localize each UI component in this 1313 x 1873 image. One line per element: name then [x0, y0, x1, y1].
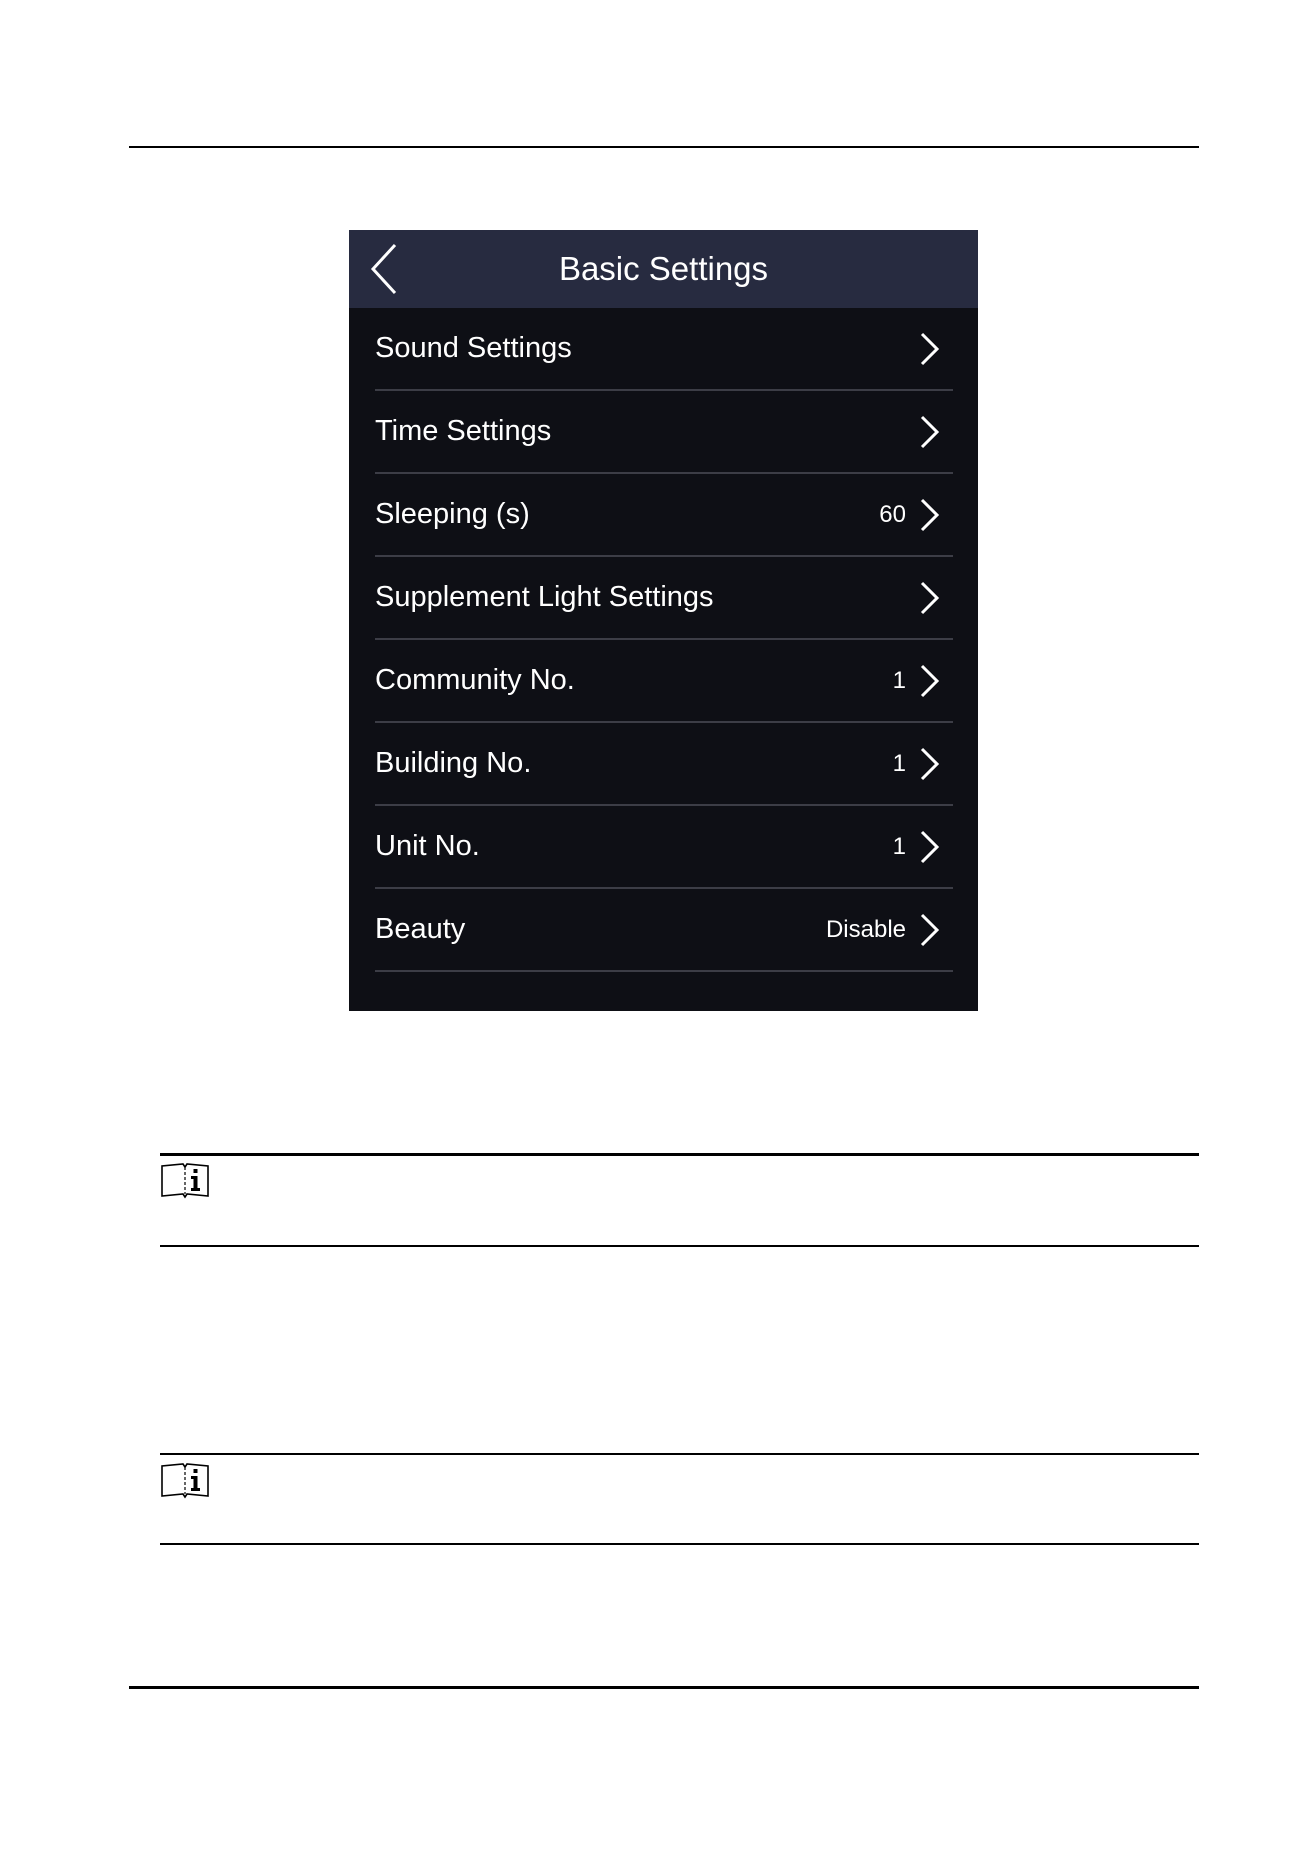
menu-item-label: Sound Settings [375, 332, 572, 364]
note-top-rule [160, 1153, 1199, 1156]
menu-item-sleeping[interactable] [349, 474, 978, 557]
menu-item-community-no[interactable] [349, 640, 978, 723]
menu-item-value: 60 [879, 501, 906, 528]
menu-item-value: Disable [825, 916, 906, 943]
menu-item-unit-no[interactable] [349, 806, 978, 889]
chevron-right-icon [918, 498, 940, 532]
chevron-right-icon [918, 830, 940, 864]
note-bottom-rule [160, 1245, 1199, 1247]
device-header [349, 230, 978, 308]
menu-item-value: 1 [892, 833, 906, 860]
menu-item-value: 1 [892, 750, 906, 777]
menu-item-label: Beauty [375, 913, 466, 945]
note-top-rule [160, 1453, 1199, 1455]
menu-item-supplement-light-settings[interactable] [349, 557, 978, 640]
menu-item-beauty[interactable] [349, 889, 978, 972]
menu-item-label: Supplement Light Settings [375, 581, 714, 613]
page-title: Basic Settings [558, 250, 769, 287]
menu-item-building-no[interactable] [349, 723, 978, 806]
back-button[interactable] [367, 242, 407, 296]
menu-item-label: Unit No. [375, 830, 480, 862]
header-rule [129, 146, 1199, 148]
chevron-right-icon [918, 747, 940, 781]
menu-item-label: Building No. [375, 747, 532, 779]
menu-item-value: 1 [892, 667, 906, 694]
menu-item-time-settings[interactable] [349, 391, 978, 474]
note-info-icon [160, 1461, 210, 1499]
note-bottom-rule [160, 1543, 1199, 1545]
menu-item-label: Community No. [375, 664, 575, 696]
menu-item-label: Sleeping (s) [375, 498, 530, 530]
chevron-right-icon [918, 581, 940, 615]
footer-rule [129, 1686, 1199, 1689]
back-arrow-icon [367, 242, 407, 296]
chevron-right-icon [918, 664, 940, 698]
chevron-right-icon [918, 415, 940, 449]
menu-item-sound-settings[interactable] [349, 308, 978, 391]
chevron-right-icon [918, 332, 940, 366]
settings-menu [349, 308, 978, 972]
note-info-icon [160, 1161, 210, 1199]
menu-item-label: Time Settings [375, 415, 552, 447]
device-screenshot [349, 230, 978, 1011]
chevron-right-icon [918, 913, 940, 947]
